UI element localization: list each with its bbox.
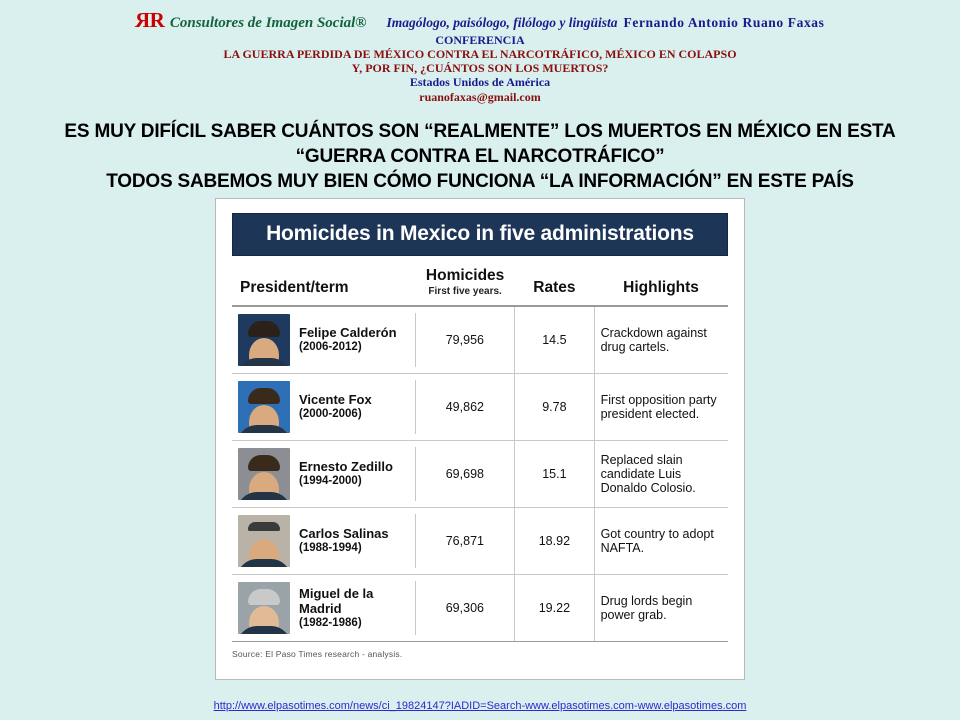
president-name: Vicente Fox bbox=[299, 392, 372, 407]
column-header-rates-label: Rates bbox=[533, 279, 576, 296]
rate-value: 9.78 bbox=[515, 374, 594, 441]
homicides-value: 69,306 bbox=[416, 575, 515, 642]
page-title-line-3: TODOS SABEMOS MUY BIEN CÓMO FUNCIONA “LA INFORMACIÓN” EN ESTE PAÍS bbox=[106, 171, 854, 192]
rate-value: 15.1 bbox=[515, 441, 594, 508]
column-header-homicides-sub: First five years. bbox=[428, 286, 502, 297]
portrait-felipe-calderon bbox=[238, 314, 290, 366]
table-row bbox=[232, 306, 728, 374]
column-header-president-label: President/term bbox=[240, 279, 349, 296]
portrait-miguel-de-la-madrid bbox=[238, 582, 290, 634]
highlight-text: Replaced slain candidate Luis Donaldo Colosio. bbox=[594, 441, 728, 508]
column-header-highlights bbox=[594, 260, 728, 306]
conference-country: Estados Unidos de América bbox=[409, 75, 551, 89]
homicides-value: 76,871 bbox=[416, 508, 515, 575]
president-term: (2000-2006) bbox=[299, 408, 362, 420]
portrait-vicente-fox bbox=[238, 381, 290, 433]
president-term: (1994-2000) bbox=[299, 475, 362, 487]
source-url-link[interactable]: http://www.elpasotimes.com/news/ci_19824147?IADID=Search-www.elpasotimes.com-www.elpasotimes.com bbox=[213, 700, 747, 712]
figure-banner-title: Homicides in Mexico in five administrations bbox=[232, 213, 728, 256]
homicides-value: 69,698 bbox=[416, 441, 515, 508]
table-row bbox=[232, 575, 728, 642]
highlight-text: Got country to adopt NAFTA. bbox=[594, 508, 728, 575]
conference-label: CONFERENCIA bbox=[435, 33, 525, 47]
portrait-ernesto-zedillo bbox=[238, 448, 290, 500]
table-row bbox=[232, 441, 728, 508]
homicides-value: 79,956 bbox=[416, 306, 515, 374]
portrait-carlos-salinas bbox=[238, 515, 290, 567]
president-name: Felipe Calderón bbox=[299, 325, 397, 340]
table-row bbox=[232, 374, 728, 441]
column-header-homicides bbox=[416, 260, 515, 306]
president-term: (1982-1986) bbox=[299, 616, 362, 629]
contact-email: ruanofaxas@gmail.com bbox=[419, 90, 541, 104]
president-cell bbox=[232, 575, 416, 642]
highlight-text: Drug lords begin power grab. bbox=[594, 575, 728, 642]
column-header-rates bbox=[515, 260, 594, 306]
homicides-value: 49,862 bbox=[416, 374, 515, 441]
column-header-president bbox=[232, 260, 416, 306]
table-row bbox=[232, 508, 728, 575]
logo-r: R bbox=[149, 8, 164, 32]
header-top-row bbox=[0, 8, 960, 33]
logo-mark bbox=[136, 8, 164, 33]
president-cell bbox=[232, 441, 416, 508]
president-name: Miguel de la Madrid bbox=[299, 585, 374, 616]
conference-title-line1: LA GUERRA PERDIDA DE MÉXICO CONTRA EL NARCOTRÁFICO, MÉXICO EN COLAPSO bbox=[223, 47, 737, 61]
conference-title-line2: Y, POR FIN, ¿CUÁNTOS SON LOS MUERTOS? bbox=[351, 61, 609, 75]
logo-mirrored-r: R bbox=[135, 8, 150, 32]
column-header-homicides-label: Homicides bbox=[425, 267, 505, 284]
president-name: Carlos Salinas bbox=[299, 526, 389, 541]
president-term: (1988-1994) bbox=[299, 542, 362, 554]
slide-header bbox=[0, 0, 960, 105]
rate-value: 18.92 bbox=[515, 508, 594, 575]
president-cell bbox=[232, 374, 416, 441]
president-cell bbox=[232, 508, 416, 575]
rate-value: 19.22 bbox=[515, 575, 594, 642]
author-professions: Imagólogo, paisólogo, filólogo y lingüista bbox=[386, 15, 618, 30]
president-name: Ernesto Zedillo bbox=[299, 459, 393, 474]
rate-value: 14.5 bbox=[515, 306, 594, 374]
author-name: Fernando Antonio Ruano Faxas bbox=[623, 15, 825, 30]
column-header-highlights-label: Highlights bbox=[623, 279, 699, 296]
logo-brand-text: Consultores de Imagen Social® bbox=[169, 15, 367, 31]
highlight-text: First opposition party president elected. bbox=[594, 374, 728, 441]
homicides-figure bbox=[215, 198, 745, 680]
table-header-row bbox=[232, 260, 728, 306]
page-title bbox=[30, 119, 930, 194]
homicides-table bbox=[232, 260, 728, 642]
president-term: (2006-2012) bbox=[299, 341, 362, 353]
president-cell bbox=[232, 306, 416, 374]
page-title-line-2: “GUERRA CONTRA EL NARCOTRÁFICO” bbox=[295, 146, 665, 167]
page-title-line-1: ES MUY DIFÍCIL SABER CUÁNTOS SON “REALMENTE” LOS MUERTOS EN MÉXICO EN ESTA bbox=[64, 121, 896, 142]
highlight-text: Crackdown against drug cartels. bbox=[594, 306, 728, 374]
figure-source: Source: El Paso Times research - analysis. bbox=[232, 649, 403, 659]
